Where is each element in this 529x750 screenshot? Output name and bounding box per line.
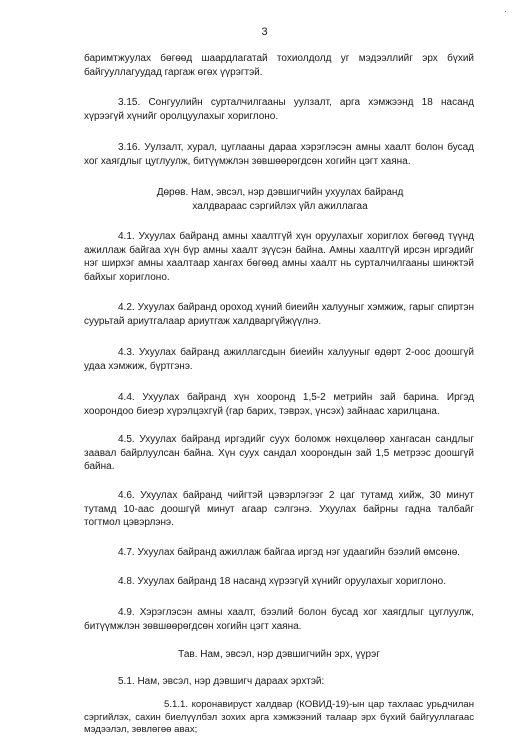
paragraph-5-1-1: 5.1.1. коронавируст халдвар (КОВИД-19)-ын цар тахлаас урьдчилан сэргийлэх, сахин биелүүлбэл зохих арга хэмжээний талаар эрх бүхий байгууллагаас мэдээлэл, зөвлөгөө авах; [84,699,474,735]
corner-mark: · [504,6,507,16]
paragraph-4-9: 4.9. Хэрэглэсэн амны хаалт, бээлий болон бусад хог хаягдлыг цуглуулж, битүүмжлэн зөвшөөрөгдсөн хогийн цэгт хаяна. [84,607,474,632]
paragraph-4-2: 4.2. Ухуулах байранд ороход хүний биеийн халууныг хэмжиж, гарыг спиртэн суурьтай ариутгалаар ариутгаж халдваргүйжүүлнэ. [84,302,474,327]
paragraph-continuation: баримтжуулах бөгөөд шаардлагатай тохиолдолд уг мэдээллийг эрх бүхий байгууллагуудад гаргаж өгөх үүрэгтэй. [84,53,474,78]
section-4-heading: Дөрөв. Нам, эвсэл, нэр дэвшигчийн ухуулах байранд халдвараас сэргийлэх үйл ажиллагаа [156,187,404,212]
paragraph-3-16: 3.16. Уулзалт, хурал, цуглааны дараа хэрэглэсэн амны хаалт болон бусад хог хаягдлыг цуглуулж, битүүмжлэн зөвшөөрөгдсөн хогийн цэгт хаяна. [84,142,474,167]
paragraph-4-3: 4.3. Ухуулах байранд ажиллагсдын биеийн халууныг өдөрт 2-оос доошгүй удаа хэмжиж, бүртгэнэ. [84,347,474,372]
paragraph-4-4: 4.4. Ухуулах байранд хүн хооронд 1,5-2 метрийн зай барина. Иргэд хоорондоо биеэр хүрэлцэхгүй (гар барих, тэврэх, үнсэх) зайнаас харилцана. [84,392,474,417]
paragraph-5-1: 5.1. Нам, эвсэл, нэр дэвшигч дараах эрхтэй: [118,676,325,687]
paragraph-4-6: 4.6. Ухуулах байранд чийгтэй цэвэрлэгээг 2 цаг тутамд хийж, 30 минут тутамд 10-аас доошгүй минут агаар сэлгэнэ. Ухуулах байрны гадна талбайг тогтмол цэвэрлэнэ. [84,490,474,529]
paragraph-4-8: 4.8. Ухуулах байранд 18 насанд хүрээгүй хүнийг оруулахыг хориглоно. [118,576,446,587]
section-5-heading: Тав. Нам, эвсэл, нэр дэвшигчийн эрх, үүрэг [178,649,380,660]
paragraph-3-15: 3.15. Сонгуулийн сурталчилгааны уулзалт, арга хэмжээнд 18 насанд хүрээгүй хүнийг оролцуулахыг хориглоно. [84,97,474,122]
paragraph-4-1: 4.1. Ухуулах байранд амны хаалтгүй хүн оруулахыг хориглох бөгөөд түүнд ажиллаж байгаа хүн бүр амны хаалт зүүсэн байна. Амны хаалтгүй ирсэн иргэдийг нэг ширхэг амны хаалтаар хангах бөгөөд амны хаалт нь сурталчилгааны шинжтэй байхыг хориглоно. [84,231,474,283]
paragraph-4-5: 4.5. Ухуулах байранд иргэдийг суух боломж нөхцөлөөр хангасан сандлыг заавал байрлуулсан байна. Хүн суух сандал хоорондын зай 1,5 метрээс доошгүй байна. [84,434,474,473]
paragraph-4-7: 4.7. Ухуулах байранд ажиллаж байгаа иргэд нэг удаагийн бээлий өмсөнө. [118,547,461,558]
page-number: 3 [261,26,268,38]
